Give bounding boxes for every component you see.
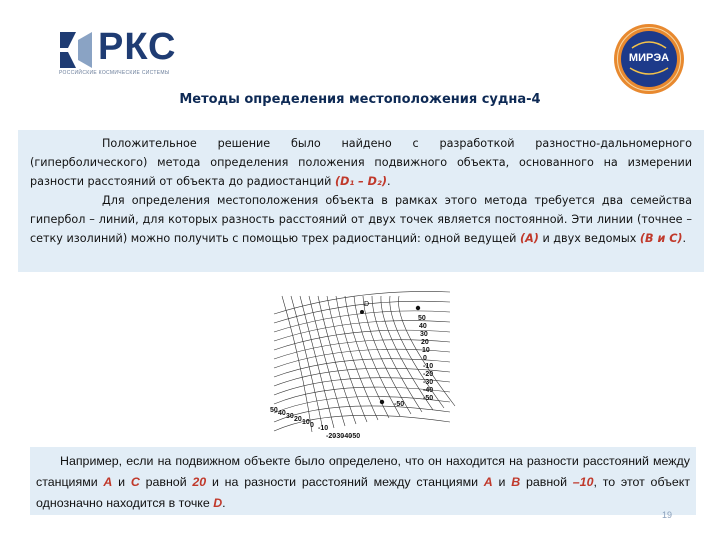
- grid-label-right: -30: [423, 379, 434, 386]
- grid-label-right: -10: [423, 363, 434, 370]
- example-point-d: D: [213, 496, 223, 510]
- grid-label-right: 0: [423, 355, 427, 362]
- example-text-8: .: [222, 496, 226, 510]
- stations-b-c-ref: (В и С): [639, 232, 683, 245]
- grid-label-right: -20: [423, 371, 434, 378]
- station-point: [380, 400, 384, 404]
- grid-label-left: -20: [326, 433, 337, 440]
- intro-text-box: [18, 130, 704, 272]
- grid-label-left: -50: [350, 433, 361, 440]
- mirea-logo: [612, 22, 686, 96]
- grid-label-right: 40: [419, 323, 427, 330]
- grid-label-right: 10: [422, 347, 430, 354]
- point-d-label: D: [364, 301, 370, 308]
- paragraph-1-end: .: [386, 175, 391, 188]
- grid-label-left: -40: [342, 433, 353, 440]
- example-text-box: [30, 447, 696, 515]
- grid-label-left: 30: [286, 413, 294, 420]
- example-value-20: 20: [192, 475, 207, 489]
- example-station-c: С: [130, 475, 140, 489]
- example-paragraph: [36, 451, 690, 514]
- example-text-5: и: [492, 475, 512, 489]
- example-text-3: равной: [139, 475, 193, 489]
- station-a-ref: (А): [520, 232, 539, 245]
- paragraph-2-mid: и двух ведомых: [538, 232, 640, 245]
- grid-label-extra: -50: [394, 401, 405, 408]
- rks-emblem-icon: [58, 30, 98, 70]
- grid-label-right: 50: [418, 315, 426, 322]
- example-text-6: равной: [520, 475, 573, 489]
- grid-label-right: -50: [423, 395, 434, 402]
- paragraph-2: [30, 191, 692, 248]
- example-text-7: , то этот объект однозначно находится в точке: [36, 475, 691, 510]
- example-station-b: В: [511, 475, 521, 489]
- paragraph-2-text: Для определения местоположения объекта в рамках этого метода требуется два семейства гипербол – линий, для которых разность расстояний от двух точек является постоянной. Эти линии (точнее – сетку изолиний) можно получить с помощью трех радиостанций: одной ведущей: [30, 194, 692, 245]
- point-d-marker: [360, 310, 364, 314]
- grid-label-right: 20: [421, 339, 429, 346]
- example-station-a: А: [103, 475, 113, 489]
- rks-logo-text: РКС: [98, 26, 177, 68]
- example-station-a-2: А: [483, 475, 493, 489]
- mirea-logo-text: МИРЭА: [628, 52, 670, 64]
- example-value-minus-10: –10: [572, 475, 594, 489]
- isoline-family-1: [327, 296, 370, 422]
- grid-label-right: -40: [423, 387, 434, 394]
- rks-logo: [58, 26, 188, 80]
- grid-label-right: 30: [420, 331, 428, 338]
- grid-label-left: -30: [334, 433, 345, 440]
- rks-logo-subtitle: РОССИЙСКИЕ КОСМИЧЕСКИЕ СИСТЕМЫ: [59, 70, 170, 76]
- slide-title: Методы определения местоположения судна-4: [179, 92, 541, 107]
- example-text-2: и: [112, 475, 131, 489]
- paragraph-1: [30, 134, 692, 191]
- example-text-1: Например, если на подвижном объекте было определено, что он находится на разности расстояний между станциями: [36, 454, 690, 489]
- grid-label-left: -10: [318, 425, 329, 432]
- example-text-4: и на разности расстояний между станциями: [206, 475, 484, 489]
- hyperbola-grid-diagram: [268, 284, 460, 440]
- grid-label-left: 40: [278, 410, 286, 417]
- grid-label-left: 0: [310, 422, 314, 429]
- isoline-family-1: [345, 296, 389, 418]
- paragraph-2-end: .: [682, 232, 687, 245]
- grid-label-left: 20: [294, 416, 302, 423]
- formula-d1-d2: (D₁ – D₂): [334, 175, 387, 188]
- grid-label-left: 10: [302, 419, 310, 426]
- station-point: [416, 306, 420, 310]
- paragraph-1-text: Положительное решение было найдено с разработкой разностно-дальномерного (гиперболического) метода определения положения подвижного объекта, основанного на измерении разности расстояний от объекта до радиостанций: [30, 137, 692, 188]
- grid-label-left: 50: [270, 407, 278, 414]
- page-number: 19: [662, 510, 673, 520]
